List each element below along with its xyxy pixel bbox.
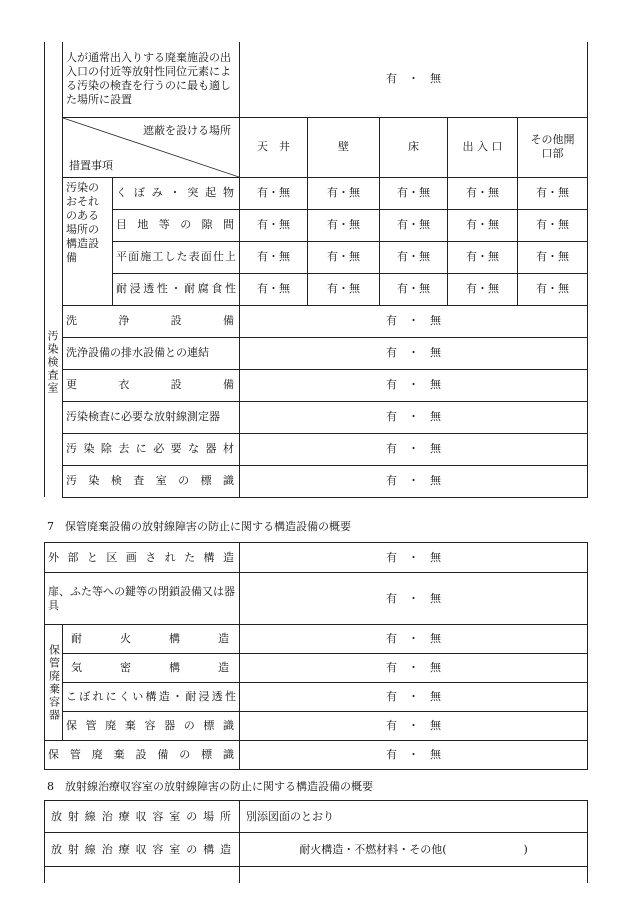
row-value: 有・無 <box>240 177 308 209</box>
row-value: 有・無 <box>380 177 448 209</box>
item-value: 有 ・ 無 <box>240 305 588 337</box>
header-measures: 措置事項 <box>69 158 113 172</box>
container-row-value: 有 ・ 無 <box>240 712 588 741</box>
place-ceiling: 天 井 <box>240 117 308 177</box>
item-value: 有 ・ 無 <box>240 433 588 465</box>
row-label: 耐浸透性・耐腐食性 <box>113 273 240 305</box>
row-value: 有・無 <box>380 241 448 273</box>
item-label: 汚染検査室の標識 <box>63 465 240 497</box>
entrance-label: 人が通常出入りする廃棄施設の出入口の付近等放射性同位元素による汚染の検査を行うのに最も適した場所に設置 <box>63 42 240 117</box>
item-label: 汚染検査に必要な放射線測定器 <box>63 401 240 433</box>
row-value: 有・無 <box>448 209 518 241</box>
storage-disposal-table <box>44 542 588 770</box>
row-value: 有・無 <box>518 209 588 241</box>
section8-heading: 8 放射線治療収容室の放射線障害の防止に関する構造設備の概要 <box>47 780 373 793</box>
place-entrance: 出 入 口 <box>448 117 518 177</box>
place-other-opening: その他開口部 <box>518 117 588 177</box>
row-value: 有・無 <box>380 209 448 241</box>
structure-value: 耐火構造・不燃材料・その他( ) <box>240 833 588 867</box>
row-value: 有・無 <box>518 241 588 273</box>
row-value: 有・無 <box>240 273 308 305</box>
item-value: 有 ・ 無 <box>240 401 588 433</box>
container-row-value: 有 ・ 無 <box>240 625 588 654</box>
container-row-label: 気密構造 <box>63 654 240 683</box>
place-floor: 床 <box>380 117 448 177</box>
row-value: 有・無 <box>518 273 588 305</box>
row-value: 有・無 <box>380 273 448 305</box>
place-wall: 壁 <box>308 117 380 177</box>
structure-label: 放射線治療収容室の構造 <box>45 833 240 867</box>
group-label: 汚染のおそれのある場所の構造設備 <box>63 177 113 305</box>
item-label: 洗浄設備 <box>63 305 240 337</box>
row-value: 有・無 <box>240 241 308 273</box>
container-row-label: こぼれにくい構造・耐浸透性 <box>63 683 240 712</box>
row-label: 扉、ふた等への鍵等の閉鎖設備又は器具 <box>45 573 240 625</box>
row-value: 有・無 <box>518 177 588 209</box>
row-label: 目地等の隙間 <box>113 209 240 241</box>
location-label: 放射線治療収容室の場所 <box>45 801 240 833</box>
item-label: 更衣設備 <box>63 369 240 401</box>
room-label: 汚染検査室 <box>46 329 59 395</box>
location-value: 別添図面のとおり <box>240 801 588 833</box>
item-label: 汚染除去に必要な器材 <box>63 433 240 465</box>
continuation-cell <box>45 867 240 883</box>
item-value: 有 ・ 無 <box>240 337 588 369</box>
row-label: くぼみ・突起物 <box>113 177 240 209</box>
row-value: 有・無 <box>308 209 380 241</box>
item-value: 有 ・ 無 <box>240 369 588 401</box>
treatment-room-table <box>44 800 588 883</box>
sign-row-label: 保管廃棄設備の標識 <box>45 741 240 770</box>
container-label: 保管廃棄容器 <box>45 625 63 741</box>
container-row-label: 保管廃棄容器の標識 <box>63 712 240 741</box>
row-value: 有 ・ 無 <box>240 573 588 625</box>
section7-heading: 7 保管廃棄設備の放射線障害の防止に関する構造設備の概要 <box>47 520 351 533</box>
contamination-room-table <box>44 42 588 498</box>
row-value: 有・無 <box>448 241 518 273</box>
item-value: 有 ・ 無 <box>240 465 588 497</box>
container-row-value: 有 ・ 無 <box>240 654 588 683</box>
row-value: 有・無 <box>308 177 380 209</box>
container-row-label: 耐火構造 <box>63 625 240 654</box>
room-label-cell <box>45 42 63 497</box>
row-value: 有・無 <box>448 177 518 209</box>
diagonal-header <box>63 117 240 177</box>
row-value: 有・無 <box>448 273 518 305</box>
row-value: 有・無 <box>308 273 380 305</box>
container-row-value: 有 ・ 無 <box>240 683 588 712</box>
row-label: 外部と区画された構造 <box>45 543 240 573</box>
row-value: 有 ・ 無 <box>240 543 588 573</box>
row-label: 平面施工した表面仕上 <box>113 241 240 273</box>
entrance-value: 有 ・ 無 <box>240 42 588 117</box>
header-places: 遮蔽を設ける場所 <box>143 123 231 137</box>
sign-row-value: 有 ・ 無 <box>240 741 588 770</box>
row-value: 有・無 <box>240 209 308 241</box>
row-value: 有・無 <box>308 241 380 273</box>
item-label: 洗浄設備の排水設備との連結 <box>63 337 240 369</box>
continuation-cell <box>240 867 588 883</box>
